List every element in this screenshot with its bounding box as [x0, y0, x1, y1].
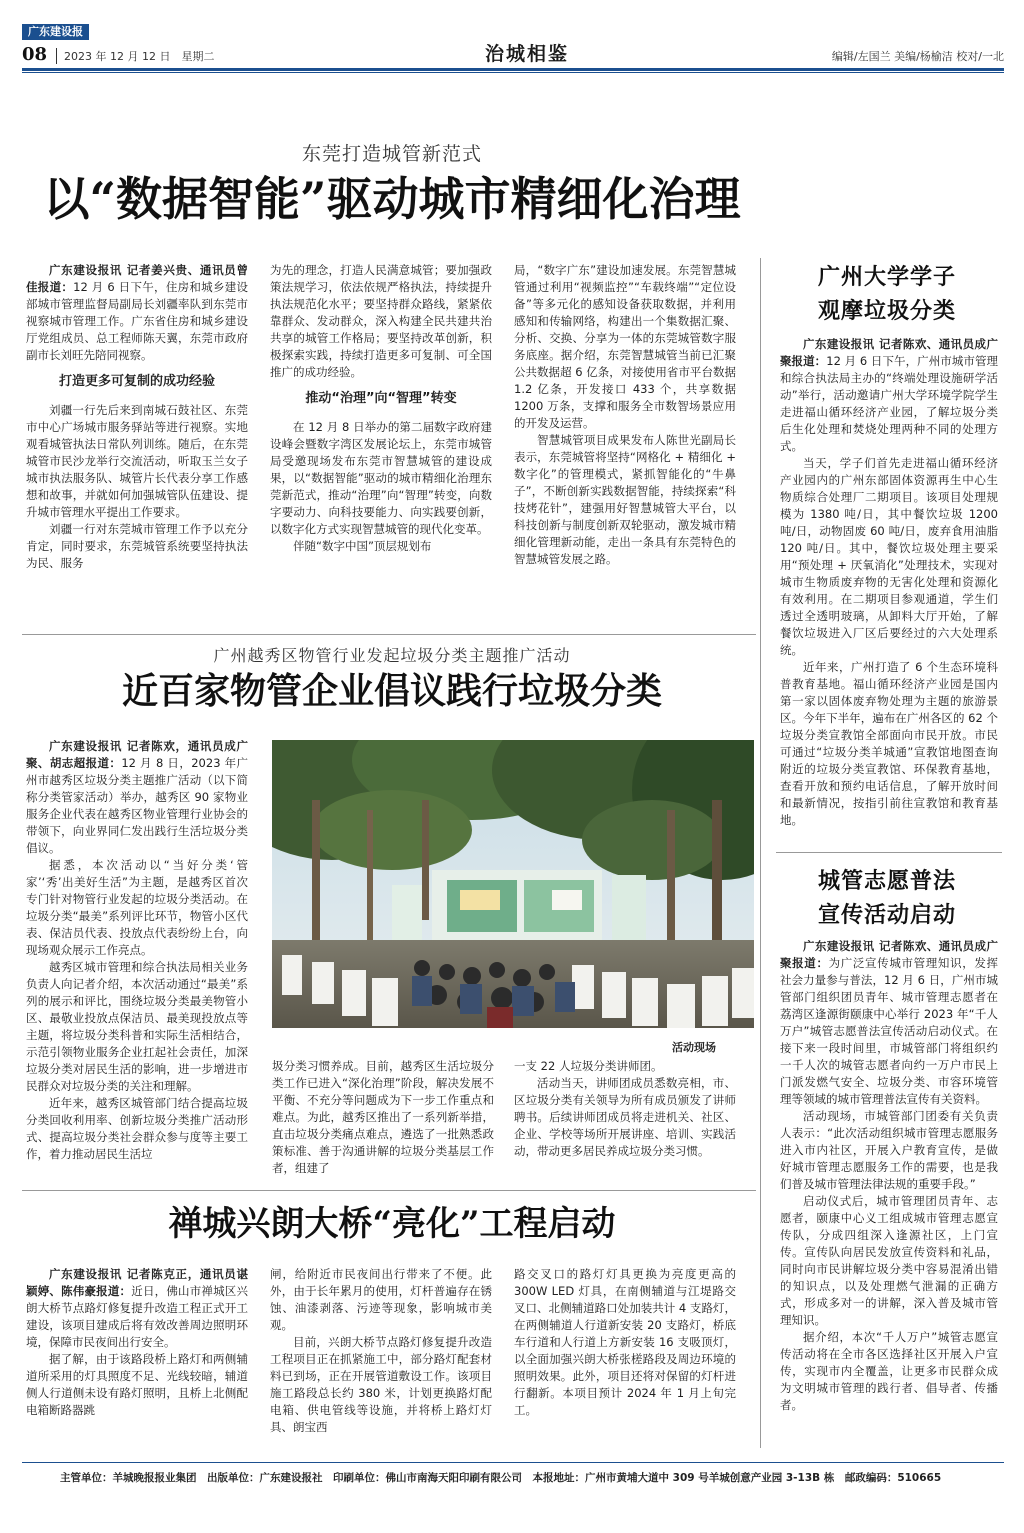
- sidebar1-paragraph: 当天，学子们首先走进福山循环经济产业园内的广州东部固体资源再生中心生物质综合处理厂二期项目。该项目处理规模为 1380 吨/日，其中餐饮垃圾 1200 吨/日，动物固废 60 吨/日，废弃食用油脂 120 吨/日。其中，餐饮垃圾处理主要采用“预处理 + 厌氧消化”处理技术，实现对城市生物质废弃物的无害化处理和资源化有效利用。在二期项目参观通道，学生们透过全透明玻璃，从卸料大厅开始，了解餐饮垃圾进入厂区后要经过的六大处理系统。: [780, 456, 998, 657]
- sidebar2-paragraph: 活动现场，市城管部门团委有关负责人表示：“此次活动组织城市管理志愿服务进入市内社区，开展入户教育宣传，是做好城市管理志愿服务工作的需要，也是我们普及城市管理法律法规的重要手段。”: [780, 1109, 998, 1191]
- article1-paragraph: 为先的理念，打造人民满意城管；要加强政策法规学习，依法依规严格执法，持续提升执法规范化水平；要坚持群众路线，紧紧依靠群众、发动群众，深入构建全民共建共治共享的城管工作格局；要坚持改革创新，积极探索实践，持续打造更多可复制、可全国推广的成功经验。: [270, 263, 492, 379]
- sidebar1-paragraph: 近年来，广州打造了 6 个生态环境科普教育基地。福山循环经济产业园是国内第一家以固体废弃物处理为主题的旅游景区。今年下半年，遍布在广州各区的 62 个垃圾分类宣教馆全部面向市民开放。市民可通过“垃圾分类羊城通”宣教馆地图查询附近的垃圾分类宣教馆、环保教育基地，查看开放和预约电话信息，了解开放时间和最新情况，按指引前往宣教馆和教育基地。: [780, 660, 998, 827]
- article3-paragraph: 路交叉口的路灯灯具更换为亮度更高的 300W LED 灯具，在南侧辅道与江堤路交叉口、北侧辅道路口处加装共计 4 支路灯，在两侧辅道人行道新安装 20 支路灯，桥底车行道和人行道上方新安装 16 支吸顶灯，以全面加强兴朗大桥张槎路段及周边环境的照明效果。此外，项目还将对保留的灯杆进行翻新。本项目预计 2024 年 1 月上旬完工。: [514, 1267, 736, 1417]
- article1-paragraph: 伴随“数字中国”顶层规划布: [293, 539, 432, 553]
- footer-rule: [22, 1462, 1004, 1463]
- article2-paragraph: 圾分类习惯养成。目前，越秀区生活垃圾分类工作已进入“深化治理”阶段，解决发展不平衡、不充分等问题成为下一步工作重点和难点。为此，越秀区推出了一系列新举措，直击垃圾分类痛点难点，遴选了一批熟悉政策标准、善于沟通讲解的垃圾分类基层工作者，组建了: [272, 1059, 494, 1175]
- article1-column-1: [26, 262, 248, 624]
- article1-kicker: 东莞打造城管新范式: [301, 143, 482, 165]
- event-photo-illustration: [272, 740, 754, 1028]
- sidebar-story-1: [776, 260, 998, 328]
- article1-column-2: [270, 262, 492, 624]
- section-title: 治城相鉴: [484, 43, 569, 65]
- sidebar2-paragraph: 启动仪式后，城市管理团员青年、志愿者，颐康中心义工组成城市管理志愿宣传队，分成四组深入逢源社区，上门宣传。宣传队向居民发放宣传资料和礼品，同时向市民讲解垃圾分类中容易混淆出错的知识点，以及处理燃气泄漏的正确方式，形成多对一的讲解，深入普及城市管理知识。: [780, 1194, 998, 1327]
- sidebar2-headline-line2: 宣传活动启动: [817, 902, 956, 928]
- article3-lead-text: 近日，佛山市禅城区兴朗大桥节点路灯修复提升改造工程正式开工建设，该项目建成后将有效改善周边照明环境，保障市民夜间出行安全。: [26, 1284, 248, 1349]
- article3-lead-byline: 广东建设报讯 记者陈克正，通讯员谌颖婷、陈伟豪报道：: [26, 1267, 248, 1298]
- article3-paragraph: 据了解，由于该路段桥上路灯和两侧辅道所采用的灯具照度不足、光线较暗，辅道侧人行道侧未设有路灯照明，且桥上北侧配电箱断路器跳: [26, 1352, 248, 1417]
- event-photo: [272, 740, 754, 1028]
- article3-column-2: [270, 1266, 492, 1446]
- header-rule-thin: [22, 72, 1004, 73]
- page-header: [22, 22, 1004, 64]
- article1-lead-text: 12 月 6 日下午，住房和城乡建设部城市管理监督局副局长刘疆率队到东莞市视察城市管理工作。广东省住房和城乡建设厅党组成员、总工程师陈天翼，东莞市政府副市长刘旺先陪同视察。: [26, 280, 248, 362]
- article2-column-2: [272, 1058, 494, 1178]
- article2-column-3: [514, 1058, 736, 1178]
- article3-headline: 禅城兴朗大桥“亮化”工程启动: [168, 1204, 616, 1244]
- article1-subheading-1: 打造更多可复制的成功经验: [58, 374, 215, 389]
- article2-column-1: [26, 738, 248, 1178]
- sidebar2-headline-line1: 城管志愿普法: [817, 868, 956, 894]
- article-divider: [22, 634, 756, 635]
- sidebar1-body: [780, 336, 998, 848]
- article1-paragraph: 在 12 月 8 日举办的第二届数字政府建设峰会暨数字湾区发展论坛上，东莞市城管局受邀现场发布东莞市智慧城管的建设成果，以“数据智能”驱动的城市精细化治理东莞新范式，推动“治理”向“智理”转变，向数字要动力、向科技要能力、向实践要创新，以数字化方式实现智慧城管的现代化变革。: [270, 420, 492, 536]
- sidebar-divider-horizontal: [776, 852, 1002, 853]
- article1-column-3: [514, 262, 736, 624]
- editor-credits: 编辑/左国兰 美编/杨榆洁 校对/一北: [831, 50, 1004, 63]
- footer-publisher-info: 主管单位：羊城晚报报业集团 出版单位：广东建设报社 印刷单位：佛山市南海天阳印刷有限公司 本报地址：广州市黄埔大道中 309 号羊城创意产业园 3-13B 栋 邮政编码：510665: [60, 1472, 942, 1484]
- sidebar2-body: [780, 938, 998, 1450]
- article2-paragraph: 一支 22 人垃圾分类讲师团。: [514, 1059, 663, 1073]
- sidebar2-lead-text: 为广泛宣传城市管理知识，发挥社会力量参与普法，12 月 6 日，广州市城管部门组织团员青年、城市管理志愿者在荔湾区逢源街颐康中心举行 2023 年“千人万户”城管志愿普法宣传活动启动仪式。在接下来一段时间里，市城管部门将组织约一千人次的城管志愿者向约一万户市民上门派发燃气安全、垃圾分类、市容环境管理等领域的城市管理普法宣传有关资料。: [780, 956, 998, 1106]
- article3-column-1: [26, 1266, 248, 1446]
- sidebar1-lead-text: 12 月 6 日下午，广州市城市管理和综合执法局主办的“终端处理设施研学活动”举行，活动邀请广州大学环境学院学生走进福山循环经济产业园，了解垃圾分类后生化处理和焚烧处理两种不同的处理方式。: [780, 354, 998, 453]
- article1-paragraph: 智慧城管项目成果发布人陈世光副局长表示，东莞城管将坚持“网格化 + 精细化 + 数字化”的管理模式，紧抓智能化的“牛鼻子”，不断创新实践数据智能，持续探索“科技烤花针”，建强用好智慧城管大平台，以科技创新与制度创新双轮驱动，激发城市精细化管理新动能，走出一条具有东莞特色的智慧城管发展之路。: [514, 433, 736, 566]
- header-divider: [56, 48, 57, 64]
- sidebar-divider: [760, 258, 761, 1448]
- article3-column-3: [514, 1266, 736, 1446]
- article2-headline: 近百家物管企业倡议践行垃圾分类: [121, 670, 662, 712]
- photo-caption: 活动现场: [672, 1041, 716, 1054]
- page-number: 08: [22, 44, 48, 65]
- article2-paragraph: 据悉，本次活动以“当好分类‘管家’‘秀’出美好生活”为主题，是越秀区首次专门针对物管行业发起的垃圾分类活动。在垃圾分类“最美”系列评比环节，物管小区代表、保洁员代表、投放点代表纷纷上台，向现场观众展示工作亮点。: [26, 858, 248, 957]
- article1-headline: 以“数据智能”驱动城市精细化治理: [43, 172, 741, 226]
- sidebar2-lead-byline: 广东建设报讯 记者陈欢、通讯员成广聚报道：: [780, 939, 998, 970]
- article2-paragraph: 越秀区城市管理和综合执法局相关业务负责人向记者介绍，本次活动通过“最美”系列的展示和评比，围绕垃圾分类最美物管小区、最敬业投放点保洁员、最美现投放点等主题，将垃圾分类科普和实际生活相结合，示范引领物业服务企业扛起社会责任，加深垃圾分类对居民生活的影响，进一步增进市民群众对垃圾分类的关注和理解。: [26, 960, 248, 1093]
- article1-paragraph: 刘疆一行先后来到南城石鼓社区、东莞市中心广场城市服务驿站等进行视察。实地观看城管执法日常队列训练。随后，在东莞城管市民沙龙举行交流活动，听取玉兰女子城市执法服务队、城管片长代表分享工作感想和故事，并就如何加强城管队伍建设、提升城市管理水平提出工作要求。: [26, 403, 248, 519]
- article2-kicker: 广州越秀区物管行业发起垃圾分类主题推广活动: [213, 646, 571, 665]
- article2-paragraph: 近年来，越秀区城管部门结合提高垃圾分类回收利用率、创新垃圾分类推广活动形式、提高垃圾分类社会群众参与度等主要工作，着力推动居民生活垃: [26, 1096, 248, 1161]
- sidebar1-headline-line1: 广州大学学子: [817, 264, 956, 290]
- sidebar-story-2: [776, 864, 998, 932]
- article1-paragraph: 局，“数字广东”建设加速发展。东莞智慧城管通过利用“视频监控”“车载终端”“定位设备”等多元化的感知设备获取数据，并利用感知和传输网络，构建出一个集数据汇聚、分析、交换、分享为一体的东莞城管数字服务底座。据介绍，东莞智慧城管当前已汇聚公共数据超 6 亿条，对接使用省市平台数据 1.2 亿条，开发接口 433 个，共享数据 1200 万条，支撑和服务全市数智场景应用的开发及运营。: [514, 263, 736, 430]
- article2-lead-byline: 广东建设报讯 记者陈欢，通讯员成广聚、胡志超报道：: [26, 739, 248, 770]
- sidebar2-paragraph: 据介绍，本次“千人万户”城管志愿宣传活动将在全市各区选择社区开展入户宣传，实现市内全覆盖，让更多市民群众成为文明城市管理的践行者、倡导者、传播者。: [780, 1330, 998, 1412]
- article3-paragraph: 目前，兴朗大桥节点路灯修复提升改造工程项目正在抓紧施工中，部分路灯配套材料已到场，正在开展管道敷设工作。该项目施工路段总长约 380 米，计划更换路灯配电箱、供电管线等设施，并将桥上路灯灯具、朗宝西: [270, 1335, 492, 1434]
- sidebar1-lead-byline: 广东建设报讯 记者陈欢、通讯员成广聚报道：: [780, 337, 998, 368]
- newspaper-brand: 广东建设报: [22, 24, 89, 40]
- article1-paragraph: 刘疆一行对东莞城市管理工作予以充分肯定，同时要求，东莞城管系统要坚持执法为民、服务: [26, 522, 248, 570]
- article1-subheading-2: 推动“治理”向“智理”转变: [305, 391, 457, 406]
- article3-paragraph: 闸，给附近市民夜间出行带来了不便。此外，由于长年累月的使用，灯杆普遍存在锈蚀、油漆剥落、污迹等现象，影响城市美观。: [270, 1267, 492, 1332]
- article2-lead-text: 12 月 8 日，2023 年广州市越秀区垃圾分类主题推广活动（以下简称分类管家活动）举办，越秀区 90 家物业服务企业代表在越秀区物业管理行业协会的带领下，向业界同仁发出践行生活垃圾分类倡议。: [26, 756, 248, 855]
- header-rule-thick: [22, 68, 1004, 71]
- article2-paragraph: 活动当天，讲师团成员悉数亮相，市、区垃圾分类有关领导为所有成员颁发了讲师聘书。后续讲师团成员将走进机关、社区、企业、学校等场所开展讲座、培训、实践活动，带动更多居民养成垃圾分类习惯。: [514, 1076, 736, 1158]
- article1-lead-byline: 广东建设报讯 记者姜兴贵、通讯员曾佳报道：: [26, 263, 248, 294]
- article-divider: [22, 1190, 756, 1191]
- issue-date: 2023 年 12 月 12 日 星期二: [64, 50, 215, 63]
- sidebar1-headline-line2: 观摩垃圾分类: [817, 298, 956, 324]
